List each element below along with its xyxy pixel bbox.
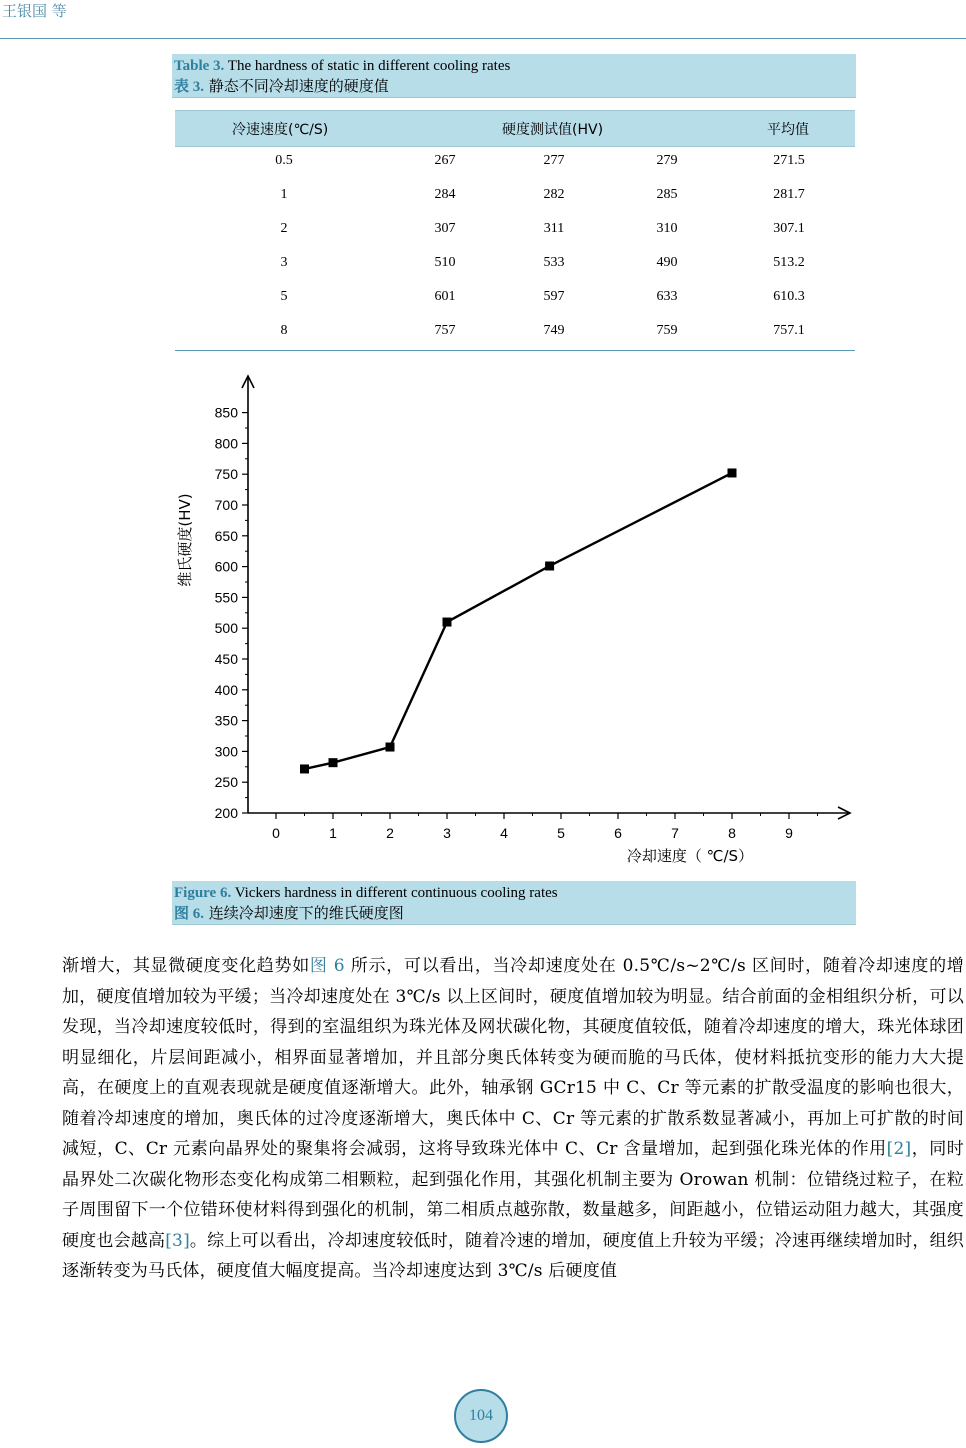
chart-series-line [305, 473, 733, 769]
figure-caption-en [174, 883, 854, 903]
running-header-author: 王银国 等 [2, 2, 67, 20]
chart-axes [242, 376, 850, 819]
series-polyline [305, 473, 733, 769]
table-cell: 271.5 [773, 153, 805, 168]
table-body [175, 146, 855, 351]
table-cell: 757.1 [773, 323, 805, 338]
table-cell: 513.2 [773, 255, 805, 270]
y-tick-label: 500 [214, 620, 238, 637]
chart-series-points [300, 468, 737, 773]
table-caption-zh [174, 76, 854, 97]
body-text-run: 。综上可以看出，冷却速度较低时，随着冷速的增加，硬度值上升较为平缓；冷速再继续增加时，组织逐渐转变为马氏体，硬度值大幅度提高。当冷却速度达到 3℃/s 后硬度值 [62, 1230, 965, 1281]
table-cell: 279 [656, 153, 678, 168]
table-caption-en [174, 56, 854, 76]
x-tick-label: 6 [614, 825, 622, 841]
page-number: 104 [469, 1407, 493, 1424]
table-header-row [175, 110, 855, 147]
y-tick-label: 800 [214, 435, 238, 452]
y-tick-label: 400 [214, 681, 238, 698]
y-tick-label: 250 [214, 774, 238, 791]
table-cell: 284 [434, 187, 456, 202]
table-cell: 307 [434, 221, 456, 236]
table-cell: 533 [543, 255, 565, 270]
y-tick-label: 750 [214, 466, 238, 483]
table-caption-en-label: Table 3. [174, 58, 225, 74]
table-cell: 310 [656, 221, 678, 236]
y-tick-label: 700 [214, 497, 238, 513]
data-point-marker [329, 758, 338, 767]
body-text-run: 所示，可以看出，当冷却速度处在 0.5℃/s~2℃/s 区间时，随着冷却速度的增加，硬度值增加较为平缓；当冷却速度处在 3℃/s 以上区间时，硬度值增加较为明显。结合前面的金相组织分析，可以发现，当冷却速度较低时，得到的室温组织为珠光体及网状碳化物，其硬度值较低，随着冷却速度的增大，珠光体球团明显细化，片层间距减小，相界面显著增加，并且部分奥氏体转变为硬而脆的马氏体，使材料抵抗变形的能力大大提高，在硬度上的直观表现就是硬度值逐渐增大。此外，轴承钢 GCr15 中 C、Cr 等元素的扩散受温度的影响也很大，随着冷却速度的增加，奥氏体的过冷度逐渐增大，奥氏体中 C、Cr 等元素的扩散系数显著减小，再加上可扩散的时间减短，C、Cr 元素向晶界处的聚集将会减弱，这将导致珠光体中 C、Cr 含量增加，起到强化珠光体的作用 [62, 956, 964, 1159]
body-text-run: ，同时晶界处二次碳化物形态变化构成第二相颗粒，起到强化作用，其强化机制主要为 Orowan 机制：位错绕过粒子，在粒子周围留下一个位错环使材料得到强化的机制，第二相质点越弥散，数量越多，间距越小，位错运动阻力越大，其强度硬度也会越高 [62, 1139, 964, 1251]
x-tick-label: 5 [557, 825, 565, 841]
table-cell: 633 [656, 289, 678, 304]
table-cell: 1 [280, 187, 288, 202]
x-tick-label: 7 [671, 825, 679, 841]
table-cell: 490 [656, 255, 678, 270]
table-cell: 601 [434, 289, 456, 304]
body-paragraph [62, 951, 964, 1287]
table-cell: 759 [656, 323, 678, 338]
y-tick-label: 550 [214, 589, 238, 606]
x-tick-label: 8 [728, 825, 736, 841]
table-cell: 282 [543, 187, 565, 202]
data-point-marker [443, 618, 452, 627]
table-cell: 510 [434, 255, 456, 270]
hardness-line-chart [160, 368, 860, 873]
figure-caption-en-label: Figure 6. [174, 885, 232, 901]
x-tick-label: 0 [272, 825, 280, 841]
chart-ticks [215, 405, 818, 841]
table-cell: 311 [543, 221, 565, 236]
table-row [175, 282, 855, 316]
chart-x-axis-label: 冷却速度（ ℃/S） [626, 847, 754, 865]
table-cell: 3 [280, 255, 288, 270]
table-cell: 0.5 [275, 153, 293, 168]
table-cell: 307.1 [773, 221, 805, 236]
table-header-average: 平均值 [767, 122, 809, 138]
y-tick-label: 650 [214, 527, 238, 544]
figure-caption-zh-label: 图 6. [174, 906, 205, 922]
y-tick-label: 850 [214, 404, 238, 421]
data-point-marker [386, 743, 395, 752]
table-cell: 267 [434, 153, 456, 168]
x-tick-label: 3 [443, 825, 451, 841]
table-cell: 597 [543, 289, 565, 304]
x-tick-label: 9 [785, 825, 793, 841]
y-tick-label: 200 [214, 805, 238, 821]
y-tick-label: 450 [214, 651, 238, 667]
page-number-badge [454, 1389, 508, 1443]
x-tick-label: 4 [500, 825, 508, 841]
table-cell: 757 [434, 323, 456, 338]
table-cell: 277 [543, 153, 565, 168]
figure-caption-zh [174, 903, 854, 924]
data-point-marker [728, 468, 737, 477]
table-row [175, 248, 855, 282]
table-row [175, 214, 855, 248]
table-header-hardness: 硬度测试值(HV) [502, 122, 604, 138]
header-rule [0, 38, 966, 39]
table-cell: 285 [656, 187, 678, 202]
table-cell: 610.3 [773, 289, 805, 304]
table-header-rate: 冷速速度(℃/S) [232, 122, 329, 138]
data-point-marker [300, 764, 309, 773]
figure-caption [172, 881, 856, 925]
citation-2-link[interactable]: [2] [886, 1139, 912, 1159]
table-row [175, 146, 855, 180]
chart-y-axis-label: 维氏硬度(HV) [176, 493, 194, 587]
table-cell: 5 [280, 289, 288, 304]
body-text-run: 渐增大，其显微硬度变化趋势如 [62, 956, 310, 976]
table-cell: 749 [543, 323, 565, 338]
table-caption-zh-label: 表 3. [174, 79, 205, 95]
citation-3-link[interactable]: [3] [165, 1230, 190, 1251]
table-row [175, 180, 855, 214]
y-tick-label: 600 [214, 558, 238, 575]
table-row [175, 316, 855, 350]
table-cell: 2 [280, 221, 288, 236]
figure-6-reference-link[interactable]: 图 6 [309, 956, 345, 976]
figure-caption-en-text: Vickers hardness in different continuous cooling rates [231, 885, 558, 901]
table-cell: 8 [280, 323, 288, 338]
y-tick-label: 300 [214, 743, 238, 760]
table-cell: 281.7 [773, 187, 805, 202]
x-tick-label: 1 [329, 825, 337, 841]
x-tick-label: 2 [386, 825, 394, 841]
data-point-marker [545, 561, 554, 570]
table-caption [172, 54, 856, 98]
table-caption-zh-text: 静态不同冷却速度的硬度值 [204, 77, 389, 95]
y-tick-label: 350 [214, 712, 238, 729]
table-caption-en-text: The hardness of static in different cooling rates [224, 58, 511, 74]
figure-caption-zh-text: 连续冷却速度下的维氏硬度图 [204, 904, 404, 922]
